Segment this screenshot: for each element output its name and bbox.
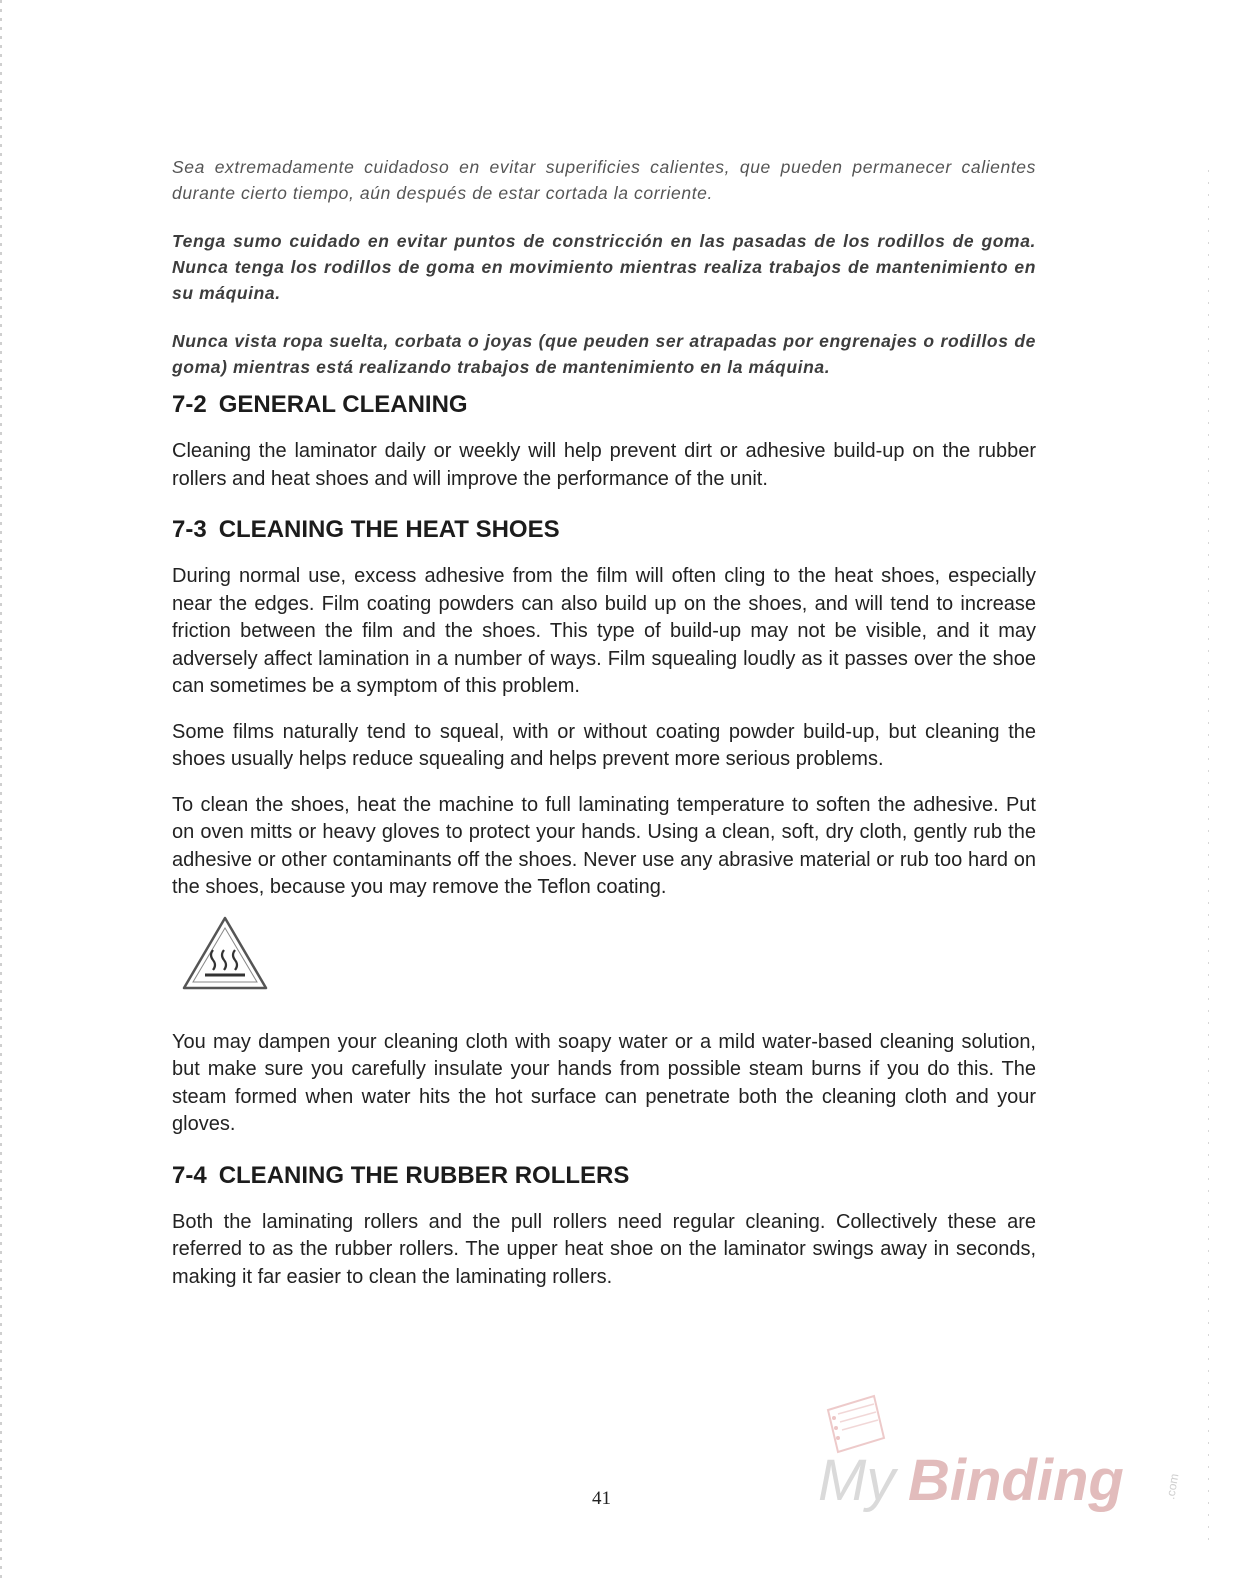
- spanish-warning-hot-surfaces: Sea extremadamente cuidadoso en evitar superificies calientes, que pueden permanecer calientes durante cierto tiempo, aún después de estar cortada la corriente.: [172, 157, 1036, 203]
- mybinding-watermark-logo: [814, 1388, 1186, 1518]
- section-title: CLEANING THE RUBBER ROLLERS: [218, 1161, 630, 1189]
- section-number: 7-3: [172, 516, 207, 543]
- section-number: 7-2: [172, 391, 207, 418]
- spanish-warning-pinch-points: Tenga sumo cuidado en evitar puntos de constricción en las pasadas de los rodillos de goma. Nunca tenga los rodillos de goma en movimiento mientras realiza trabajos de mantenimiento en su máquina.: [172, 231, 1036, 303]
- paragraph: To clean the shoes, heat the machine to full laminating temperature to soften the adhesive. Put on oven mitts or heavy gloves to protect your hands. Using a clean, soft, dry cloth, gently rub the adhesive or other contaminants off the shoes. Never use any abrasive material or rub too hard on the shoes, because you may remove the Teflon coating.: [172, 793, 1036, 898]
- section-cleaning-rubber-rollers: [172, 1161, 1036, 1292]
- section-heading: [172, 390, 1036, 420]
- section-number: 7-4: [172, 1161, 207, 1189]
- watermark-dotcom: .com: [1163, 1472, 1182, 1501]
- binder-icon: [828, 1396, 884, 1452]
- watermark-binding: Binding: [908, 1448, 1124, 1513]
- section-title: GENERAL CLEANING: [218, 391, 468, 418]
- section-cleaning-heat-shoes: [172, 515, 1036, 1139]
- paragraph: During normal use, excess adhesive from the film will often cling to the heat shoes, especially near the edges. Film coating powders can also build up on the shoes, and will tend to increase friction between the film and the shoes. This type of build-up may not be visible, and it may adversely affect lamination in a number of ways. Film squealing loudly as it passes over the shoe can sometimes be a symptom of this problem.: [172, 565, 1036, 697]
- page-number: 41: [592, 1488, 611, 1509]
- section-title: CLEANING THE HEAT SHOES: [218, 516, 560, 543]
- hot-surface-warning-icon: [180, 914, 270, 994]
- page-content: [172, 154, 1036, 1309]
- paragraph: Cleaning the laminator daily or weekly will help prevent dirt or adhesive build-up on the rubber rollers and heat shoes and will improve the performance of the unit.: [172, 440, 1036, 490]
- paragraph: Some films naturally tend to squeal, with or without coating powder build-up, but cleaning the shoes usually helps reduce squealing and helps prevent more serious problems.: [172, 720, 1036, 770]
- paragraph: Both the laminating rollers and the pull rollers need regular cleaning. Collectively these are referred to as the rubber rollers. The upper heat shoe on the laminator swings away in seconds, making it far easier to clean the laminating rollers.: [172, 1210, 1036, 1288]
- paragraph: You may dampen your cleaning cloth with soapy water or a mild water-based cleaning solution, but make sure you carefully insulate your hands from possible steam burns if you do this. The steam formed when water hits the hot surface can penetrate both the cleaning cloth and your gloves.: [172, 1030, 1036, 1135]
- section-heading: [172, 1161, 1036, 1191]
- watermark-my: My: [818, 1448, 896, 1513]
- section-heading: [172, 515, 1036, 545]
- spanish-warning-loose-clothing: Nunca vista ropa suelta, corbata o joyas (que peuden ser atrapadas por engrenajes o rodillos de goma) mientras está realizando trabajos de mantenimiento en la máquina.: [172, 331, 1036, 377]
- section-general-cleaning: [172, 390, 1036, 493]
- scan-edge-right: [1208, 170, 1209, 1540]
- scan-edge-left: [0, 0, 2, 1582]
